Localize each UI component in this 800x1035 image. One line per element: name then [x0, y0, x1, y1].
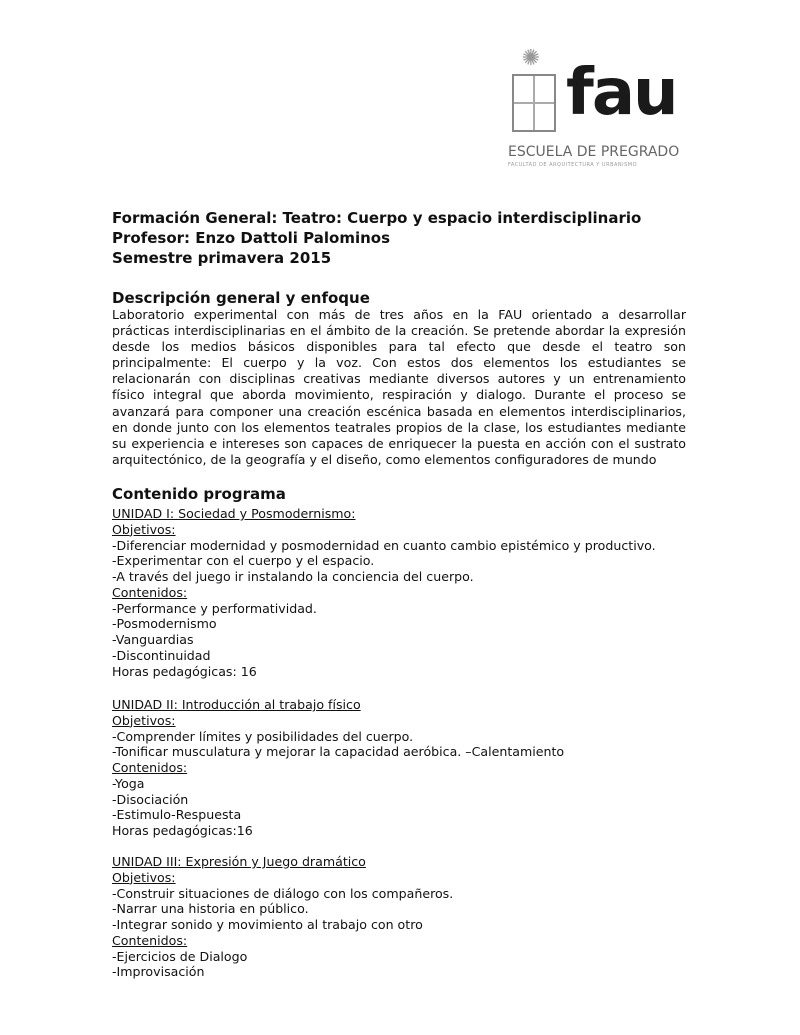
course-title: Formación General: Teatro: Cuerpo y espacio interdisciplinario — [112, 209, 642, 227]
content-item: -Discontinuidad — [112, 647, 211, 663]
objective-item: -Comprender límites y posibilidades del cuerpo. — [112, 728, 414, 744]
content-item: -Improvisación — [112, 964, 205, 980]
unit-1 — [112, 506, 656, 679]
text-line: arquitectónico, de la geografía y el diseño, como elementos configuradores de mundo — [112, 451, 657, 467]
semester: Semestre primavera 2015 — [112, 249, 332, 267]
description-paragraph — [112, 307, 686, 468]
description-heading: Descripción general y enfoque — [112, 289, 370, 307]
objective-item: -Integrar sonido y movimiento al trabajo con otro — [112, 917, 423, 932]
objective-item: -A través del juego ir instalando la conciencia del cuerpo. — [112, 569, 474, 584]
content-item: -Yoga — [112, 775, 145, 791]
text-line: avanzará para componer una creación escénica basada en elementos interdisciplinarios, — [112, 403, 686, 419]
hours: Horas pedagógicas:16 — [112, 823, 253, 838]
text-line: desde los medios básicos disponibles para tal efecto que desde el teatro son — [112, 339, 686, 355]
objective-item: -Construir situaciones de diálogo con los compañeros. — [112, 885, 454, 901]
contents-label: Contenidos: — [112, 584, 188, 600]
content-item: -Posmodernismo — [112, 616, 217, 632]
objectives-label: Objetivos: — [112, 869, 176, 885]
objective-item: -Tonificar musculatura y mejorar la capacidad aeróbica. –Calentamiento — [112, 744, 565, 760]
logo-school: ESCUELA DE PREGRADO — [508, 144, 680, 160]
sun-emblem-icon: ✺ — [521, 46, 541, 71]
objectives-label: Objetivos: — [112, 712, 176, 728]
objective-item: -Experimentar con el cuerpo y el espacio. — [112, 553, 375, 569]
text-line: en donde junto con los elementos teatrales propios de la clase, los estudiantes mediante — [112, 419, 686, 435]
text-line: Laboratorio experimental con más de tres años en la FAU orientado a desarrollar — [112, 307, 686, 322]
objective-item: -Narrar una historia en público. — [112, 901, 309, 917]
hours: Horas pedagógicas: 16 — [112, 663, 257, 679]
unit-3 — [112, 854, 453, 980]
contents-label: Contenidos: — [112, 932, 188, 948]
content-item: -Disociación — [112, 791, 189, 807]
content-item: -Estimulo-Respuesta — [112, 807, 242, 823]
text-line: físico integral que aborda movimiento, respiración y dialogo. Durante el proceso se — [112, 387, 686, 403]
content-item: -Ejercicios de Dialogo — [112, 948, 248, 964]
logo-faculty: FACULTAD DE ARQUITECTURA Y URBANISMO — [508, 162, 638, 168]
crest-icon — [512, 74, 556, 132]
professor: Profesor: Enzo Dattoli Palominos — [112, 229, 390, 247]
contents-label: Contenidos: — [112, 760, 188, 775]
unit-title: UNIDAD III: Expresión y Juego dramático — [112, 854, 366, 869]
objective-item: -Diferenciar modernidad y posmodernidad en cuanto cambio epistémico y productivo. — [112, 537, 656, 553]
content-item: -Vanguardias — [112, 632, 194, 647]
text-line: principalmente: El cuerpo y la voz. Con estos dos elementos los estudiantes se — [112, 355, 686, 371]
text-line: su experiencia e intereses son capaces de enriquecer la puesta en acción con el sustrato — [112, 435, 686, 451]
unit-2 — [112, 697, 564, 839]
content-item: -Performance y performatividad. — [112, 600, 317, 616]
text-line: relacionarán con disciplinas creativas mediante diversos autores y un entrenamiento — [112, 371, 686, 387]
text-line: prácticas interdisciplinarias en el ámbito de la creación. Se pretende abordar la expresión — [112, 323, 686, 339]
program-heading: Contenido programa — [112, 485, 286, 503]
fau-logo — [500, 44, 690, 174]
unit-title: UNIDAD I: Sociedad y Posmodernismo: — [112, 506, 356, 521]
unit-title: UNIDAD II: Introducción al trabajo físico — [112, 697, 361, 712]
objectives-label: Objetivos: — [112, 521, 176, 537]
logo-wordmark: fau — [566, 56, 677, 130]
